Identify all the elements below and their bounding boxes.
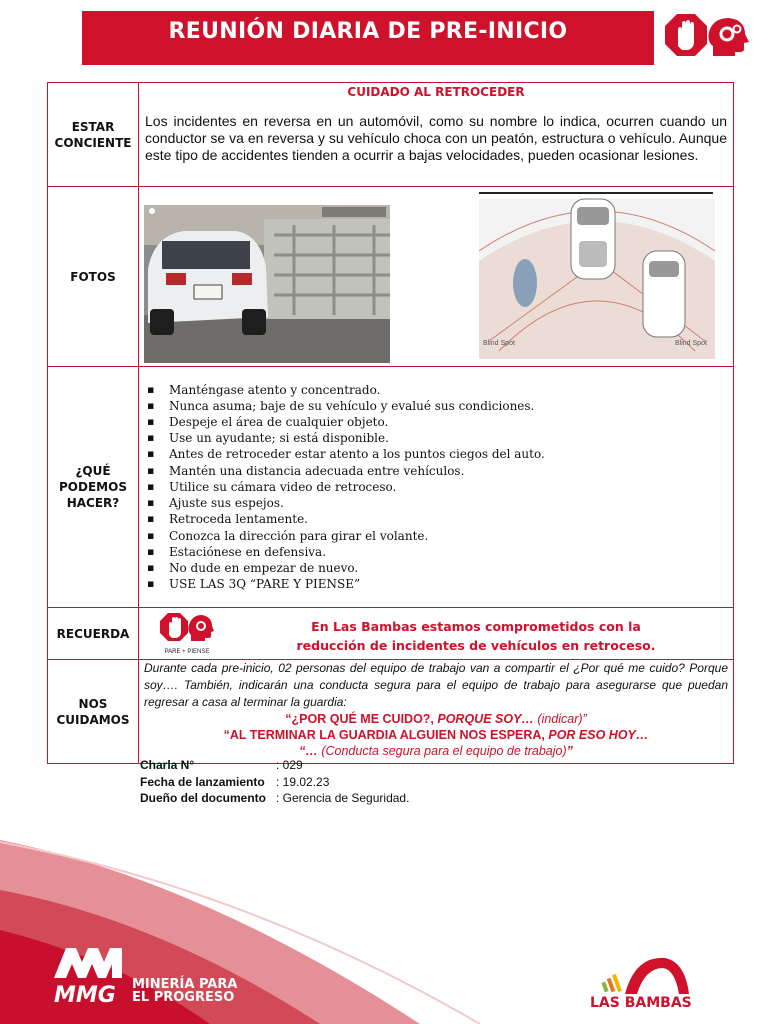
las-bambas-logo — [585, 950, 695, 995]
meta-row-charla: Charla N° : 029 — [140, 758, 303, 772]
list-item: ▪ Ajuste sus espejos. — [145, 495, 733, 511]
las-bambas-wordmark: LAS BAMBAS — [590, 995, 692, 1011]
blind-spot-diagram — [479, 191, 715, 361]
list-item: ▪ Conozca la dirección para girar el volante. — [145, 528, 733, 544]
label-fotos: FOTOS — [48, 187, 139, 367]
meta-row-dueno: Dueño del documento : Gerencia de Seguridad. — [140, 791, 410, 805]
pare-piense-small-logo — [159, 611, 215, 657]
label-recuerda: RECUERDA — [48, 608, 139, 660]
row-estar-conciente — [48, 83, 734, 187]
row-recuerda — [48, 608, 734, 660]
list-item: ▪ Despeje el área de cualquier objeto. — [145, 414, 733, 430]
list-item: ▪ Utilice su cámara video de retroceso. — [145, 479, 733, 495]
list-item: ▪ Mantén una distancia adecuada entre vehículos. — [145, 463, 733, 479]
quote-line-3: “… (Conducta segura para el equipo de trabajo)” — [299, 744, 573, 758]
gears-head-icon — [709, 18, 750, 56]
blind-spot-right-label: Blind Spot — [675, 340, 707, 347]
list-item: ▪ Manténgase atento y concentrado. — [145, 382, 733, 398]
remember-line-2: reducción de incidentes de vehículos en retroceso. — [296, 638, 656, 653]
topic-title: CUIDADO AL RETROCEDER — [347, 85, 525, 99]
page-title-banner — [82, 11, 654, 65]
quote-line-1: “¿POR QUÉ ME CUIDO?, PORQUE SOY… (indicar)” — [285, 712, 587, 726]
label-que-podemos-hacer: ¿QUÉ PODEMOS HACER? — [48, 367, 139, 608]
list-item: ▪ No dude en empezar de nuevo. — [145, 560, 733, 576]
quote-line-2: “AL TERMINAR LA GUARDIA ALGUIEN NOS ESPERA, POR ESO HOY… — [223, 728, 649, 742]
remember-line-1: En Las Bambas estamos comprometidos con la — [311, 619, 641, 634]
pare-piense-logo — [665, 12, 751, 62]
action-list — [139, 382, 733, 593]
list-item: ▪ Retroceda lentamente. — [145, 511, 733, 527]
topic-text: Los incidentes en reversa en un automóvil, como su nombre lo indica, ocurren cuando un conductor se va en reversa y su vehículo choca con un peatón, estructura o vehículo. Aunque este tipo de accidentes tienden a ocurrir a bajas velocidades, pueden ocasionar lesiones. — [145, 113, 727, 163]
svg-text:MMG: MMG — [54, 983, 116, 1006]
row-que-podemos-hacer — [48, 367, 734, 608]
mmg-tagline: MINERÍA PARA EL PROGRESO — [132, 977, 238, 1005]
row-nos-cuidamos — [48, 660, 734, 764]
reversing-car-photo — [144, 205, 390, 363]
row-fotos — [48, 187, 734, 367]
list-item: ▪ USE LAS 3Q “PARE Y PIENSE” — [145, 576, 733, 592]
meta-row-fecha: Fecha de lanzamiento : 19.02.23 — [140, 774, 330, 789]
blind-spot-left-label: Blind Spot — [483, 340, 515, 347]
list-item: ▪ Estaciónese en defensiva. — [145, 544, 733, 560]
label-estar-conciente: ESTAR CONCIENTE — [48, 83, 139, 187]
document-meta — [140, 757, 409, 807]
briefing-table — [47, 82, 734, 764]
list-item: ▪ Use un ayudante; si está disponible. — [145, 430, 733, 446]
list-item: ▪ Nunca asuma; baje de su vehículo y evalué sus condiciones. — [145, 398, 733, 414]
cuidamos-intro: Durante cada pre-inicio, 02 personas del equipo de trabajo van a compartir el ¿Por qué me cuido? Porque soy…. También, indicarán una conducta segura para el equipo de trabajo para asegurarse que puedan regresar a casa al terminar la guardia: — [144, 661, 728, 709]
pare-piense-caption: PARE + PIENSE — [164, 649, 210, 655]
list-item: ▪ Antes de retroceder estar atento a los puntos ciegos del auto. — [145, 446, 733, 462]
label-nos-cuidamos: NOS CUIDAMOS — [48, 660, 139, 764]
page-title: REUNIÓN DIARIA DE PRE-INICIO — [168, 18, 568, 44]
